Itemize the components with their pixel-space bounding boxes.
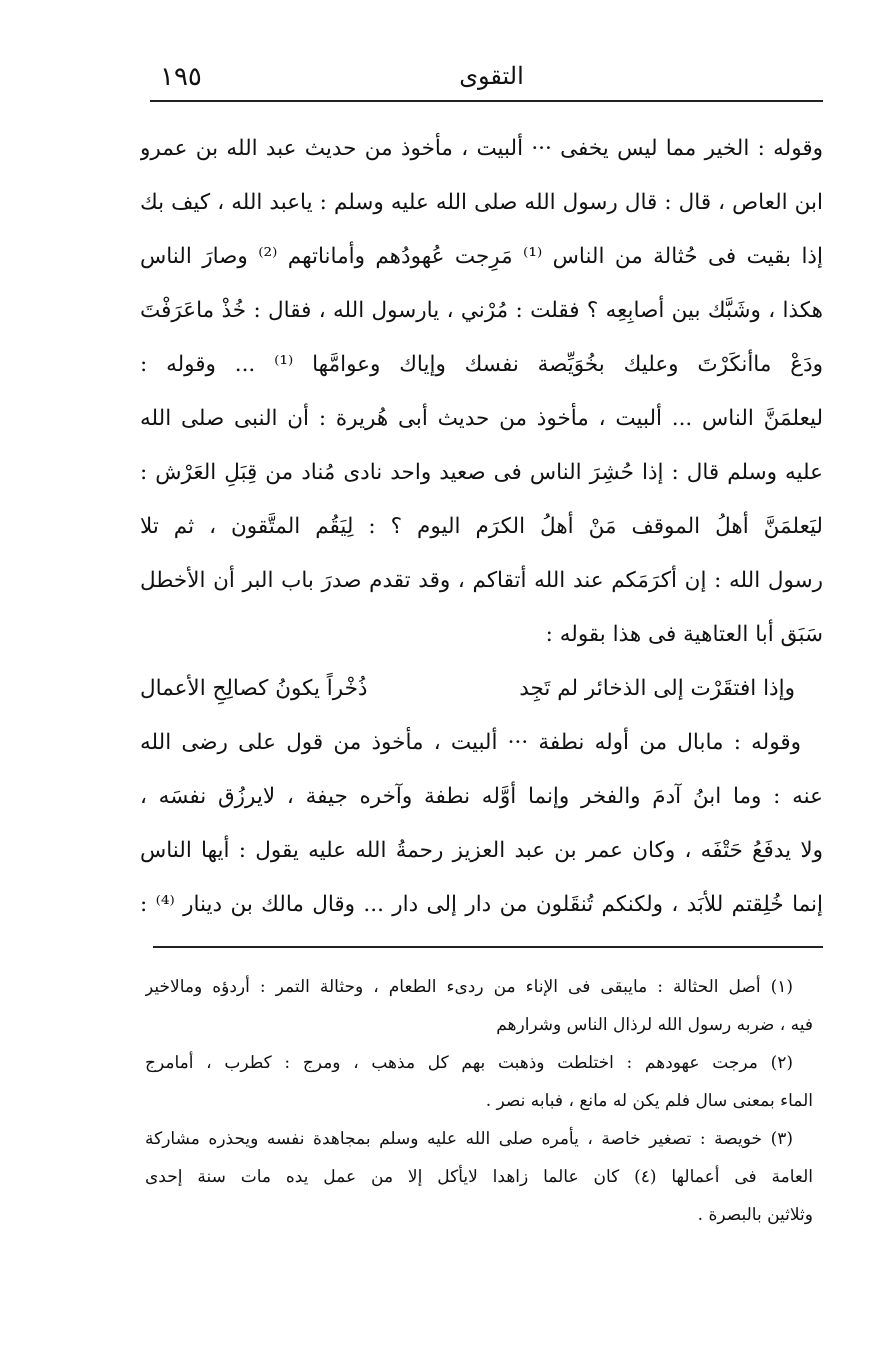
text-line: عنه : وما ابنُ آدمَ والفخر وإنما أوَّله نطفة وآخره جيفة ، لايرزُق نفسَه ، bbox=[140, 784, 823, 809]
text-line: ابن العاص ، قال : قال رسول الله صلى الله عليه وسلم : ياعبد الله ، كيف بك bbox=[140, 190, 823, 215]
page-number: ١٩٥ bbox=[160, 62, 202, 92]
header-rule bbox=[150, 100, 823, 102]
text-line: ودَعْ ماأنكَرْتَ وعليك بخُوَيِّصة نفسك وإياك وعوامَّها ⁽¹⁾ ... وقوله : bbox=[140, 352, 823, 377]
footnote-line: وثلاثين بالبصرة . bbox=[697, 1205, 813, 1225]
footnotes bbox=[145, 968, 813, 1234]
footnote-line: فيه ، ضربه رسول الله لرذال الناس وشرارهم bbox=[496, 1015, 813, 1035]
text-line: ليَعلمَنَّ أهلُ الموقف مَنْ أهلُ الكرَم اليوم ؟ : لِيَقُم المتَّقون ، ثم تلا bbox=[140, 514, 823, 539]
running-title: التقوى bbox=[459, 62, 524, 90]
poetry-verse bbox=[140, 662, 823, 716]
text-line: سَبَق أبا العتاهية فى هذا بقوله : bbox=[545, 622, 823, 647]
footnote-line: (٢) مرجت عهودهم : اختلطت وذهبت بهم كل مذهب ، ومرج : كطرب ، أمامرج bbox=[145, 1053, 793, 1073]
footnote-line: العامة فى أعمالها (٤) كان عالما زاهدا لايأكل إلا من عمل يده مات سنة إحدى bbox=[145, 1167, 813, 1187]
verse-first-hemistich: وإذا افتقَرْت إلى الذخائر لم تَجِد bbox=[519, 676, 795, 701]
text-line: رسول الله : إن أكرَمَكم عند الله أتقاكم ، وقد تقدم صدرَ باب البر أن الأخطل bbox=[140, 568, 823, 593]
text-line: ليعلمَنَّ الناس ... ألبيت ، مأخوذ من حديث أبى هُريرة : أن النبى صلى الله bbox=[140, 406, 823, 431]
page-header bbox=[160, 62, 823, 98]
text-line: وقوله : مابال من أوله نطفة ··· ألبيت ، مأخوذ من قول على رضى الله bbox=[140, 730, 801, 755]
footnote-line: (١) أصل الحثالة : مايبقى فى الإناء من ردىء الطعام ، وحثالة التمر : أردؤه ومالاخير bbox=[145, 977, 793, 997]
verse-second-hemistich: ذُخْراً يكونُ كصالِحِ الأعمال bbox=[140, 676, 368, 701]
text-line: إنما خُلِقتم للأبَد ، ولكنكم تُنقَلون من دار إلى دار ... وقال مالك بن دينار ⁽⁴⁾ : bbox=[140, 892, 823, 917]
footnote-line: (٣) خويصة : تصغير خاصة ، يأمره صلى الله عليه وسلم بمجاهدة نفسه ويحذره مشاركة bbox=[145, 1129, 793, 1149]
text-line: وقوله : الخير مما ليس يخفى ··· ألبيت ، مأخوذ من حديث عبد الله بن عمرو bbox=[140, 136, 823, 161]
footnote-rule bbox=[153, 946, 823, 948]
text-line: عليه وسلم قال : إذا حُشِرَ الناس فى صعيد واحد نادى مُناد من قِبَلِ العَرْش : bbox=[140, 460, 823, 485]
text-line: هكذا ، وشَبَّك بين أصابِعِه ؟ فقلت : مُرْني ، يارسول الله ، فقال : خُذْ ماعَرَفْتَ bbox=[140, 298, 823, 323]
text-line: ولا يدفَعُ حَتْفَه ، وكان عمر بن عبد العزيز رحمةُ الله عليه يقول : أيها الناس bbox=[140, 838, 823, 863]
text-line: إذا بقيت فى حُثالة من الناس ⁽¹⁾ مَرِجت عُهودُهم وأماناتهم ⁽²⁾ وصارَ الناس bbox=[140, 244, 823, 269]
body-text bbox=[140, 122, 823, 932]
footnote-line: الماء بمعنى سال فلم يكن له مانع ، فبابه نصر . bbox=[485, 1091, 813, 1111]
